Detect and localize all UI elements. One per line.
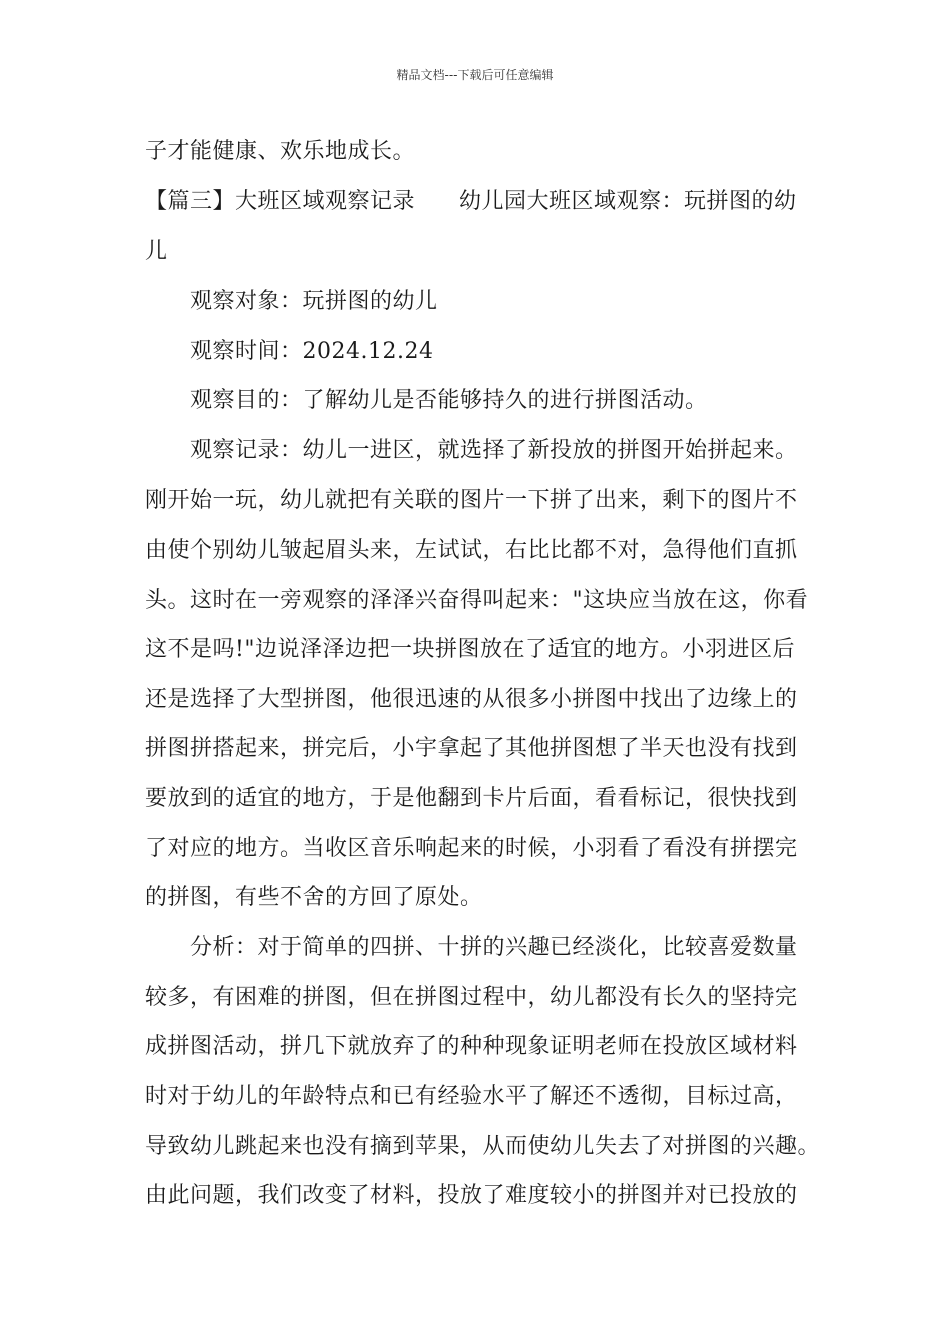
text-line: 由使个别幼儿皱起眉头来，左试试，右比比都不对，急得他们直抓 — [145, 538, 798, 563]
text-line: 成拼图活动，拼几下就放弃了的种种现象证明老师在投放区域材料 — [145, 1034, 798, 1059]
text-line: 头。这时在一旁观察的泽泽兴奋得叫起来："这块应当放在这，你看 — [145, 588, 809, 613]
text-line: 由此问题，我们改变了材料，投放了难度较小的拼图并对已投放的 — [145, 1183, 798, 1208]
analysis-paragraph: 分析：对于简单的四拼、十拼的兴趣已经淡化，比较喜爱数量 — [190, 935, 798, 960]
text-line: 的拼图，有些不舍的方回了原处。 — [145, 885, 483, 910]
observation-record: 观察记录：幼儿一进区，就选择了新投放的拼图开始拼起来。 — [190, 438, 798, 463]
section-title-line — [145, 187, 797, 217]
page-header: 精品文档---下载后可任意编辑 — [396, 68, 554, 82]
text-line: 较多，有困难的拼图，但在拼图过程中，幼儿都没有长久的坚持完 — [145, 985, 798, 1010]
text-line: 了对应的地方。当收区音乐响起来的时候，小羽看了看没有拼摆完 — [145, 836, 798, 861]
text-line: 导致幼儿跳起来也没有摘到苹果，从而使幼儿失去了对拼图的兴趣。 — [145, 1134, 821, 1159]
text-line: 儿 — [145, 239, 168, 264]
text-line: 还是选择了大型拼图，他很迅速的从很多小拼图中找出了边缘上的 — [145, 687, 798, 712]
observation-purpose: 观察目的：了解幼儿是否能够持久的进行拼图活动。 — [190, 388, 708, 413]
section-subtitle: 幼儿园大班区域观察：玩拼图的幼 — [459, 189, 797, 214]
text-line: 时对于幼儿的年龄特点和已有经验水平了解还不透彻，目标过高， — [145, 1084, 798, 1109]
text-line: 拼图拼搭起来，拼完后，小宇拿起了其他拼图想了半天也没有找到 — [145, 736, 798, 761]
observation-subject: 观察对象：玩拼图的幼儿 — [190, 289, 438, 314]
text-line: 刚开始一玩，幼儿就把有关联的图片一下拼了出来，剩下的图片不 — [145, 488, 798, 513]
text-line: 子才能健康、欢乐地成长。 — [145, 139, 416, 164]
text-line: 这不是吗!"边说泽泽边把一块拼图放在了适宜的地方。小羽进区后 — [145, 637, 795, 662]
section-title: 【篇三】大班区域观察记录 — [145, 189, 416, 214]
text-line: 要放到的适宜的地方，于是他翻到卡片后面，看看标记，很快找到 — [145, 786, 798, 811]
observation-time: 观察时间：2024.12.24 — [190, 339, 434, 364]
